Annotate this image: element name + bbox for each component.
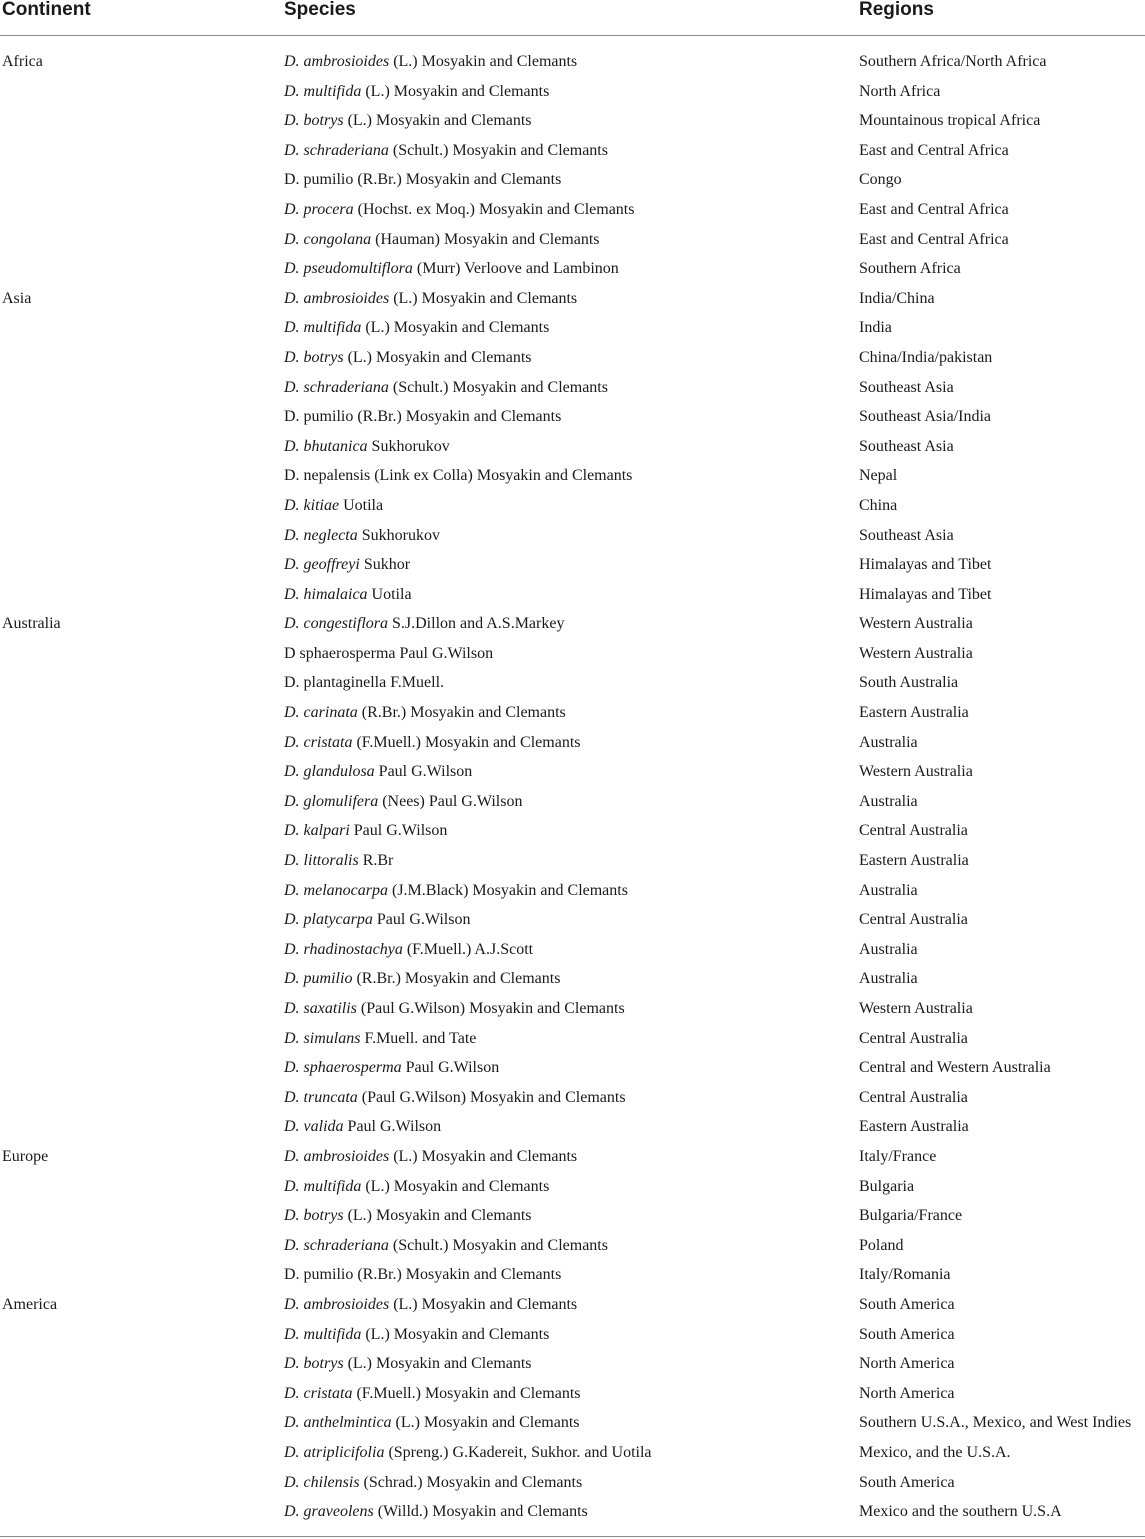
- species-name: D sphaerosperma: [284, 644, 396, 662]
- species-author: (R.Br.) Mosyakin and Clemants: [353, 1266, 562, 1284]
- table-row: [0, 610, 1145, 640]
- species-name: D. cristata: [284, 733, 353, 751]
- species-author: Sukhorukov: [357, 526, 440, 544]
- table-row: [0, 995, 1145, 1025]
- species-name: D. saxatilis: [284, 1000, 357, 1017]
- species-name: D. ambrosioides: [284, 1147, 390, 1165]
- continent-cell: Africa: [2, 53, 43, 70]
- species-cell: [284, 614, 564, 634]
- species-cell: [284, 170, 561, 190]
- table-row: [0, 551, 1145, 581]
- species-author: (Spreng.) G.Kadereit, Sukhor. and Uotila: [384, 1443, 652, 1461]
- region-cell: Eastern Australia: [859, 704, 969, 722]
- species-author: Paul G.Wilson: [374, 763, 473, 781]
- table-row: [0, 1232, 1145, 1262]
- species-name: D. pumilio: [284, 970, 353, 988]
- table-row: [0, 729, 1145, 759]
- region-cell: Southeast Asia: [859, 526, 954, 544]
- species-author: (L.) Mosyakin and Clemants: [361, 82, 550, 100]
- species-author: (L.) Mosyakin and Clemants: [343, 1355, 532, 1373]
- species-cell: [284, 585, 412, 605]
- species-cell: [284, 466, 632, 486]
- species-cell: [284, 1443, 652, 1463]
- species-author: (L.) Mosyakin and Clemants: [389, 1147, 578, 1165]
- table-row: [0, 1498, 1145, 1528]
- table-row: [0, 758, 1145, 788]
- species-author: (L.) Mosyakin and Clemants: [343, 348, 532, 366]
- species-cell: [284, 1473, 582, 1493]
- table-row: [0, 1113, 1145, 1143]
- species-cell: [284, 230, 600, 250]
- species-name: D. cristata: [284, 1384, 353, 1402]
- species-name: D. multifida: [284, 1325, 362, 1343]
- species-author: (F.Muell.) Mosyakin and Clemants: [352, 733, 581, 751]
- species-author: Uotila: [339, 496, 384, 514]
- species-name: D. atriplicifolia: [284, 1443, 385, 1461]
- species-author: Paul G.Wilson: [395, 644, 494, 662]
- species-name: D. geoffreyi: [284, 556, 360, 574]
- table-row: [0, 1084, 1145, 1114]
- table-row: [0, 78, 1145, 108]
- region-cell: Central Australia: [859, 822, 968, 840]
- species-author: (Schult.) Mosyakin and Clemants: [388, 1236, 608, 1254]
- species-cell: [284, 673, 444, 693]
- region-cell: Nepal: [859, 467, 898, 485]
- species-name: D. kalpari: [284, 822, 350, 840]
- species-author: (L.) Mosyakin and Clemants: [343, 112, 532, 130]
- table-row: [0, 1350, 1145, 1380]
- species-name: D. schraderiana: [284, 1236, 389, 1254]
- region-cell: China: [859, 496, 898, 514]
- species-name: D. schraderiana: [284, 141, 389, 159]
- table-row: [0, 1439, 1145, 1469]
- species-cell: [284, 259, 619, 279]
- species-author: (L.) Mosyakin and Clemants: [389, 1295, 578, 1313]
- species-name: D. graveolens: [284, 1503, 374, 1521]
- region-cell: East and Central Africa: [859, 200, 1009, 218]
- region-cell: Eastern Australia: [859, 852, 969, 870]
- table-row: [0, 788, 1145, 818]
- species-cell: [284, 999, 625, 1019]
- species-name: D. melanocarpa: [284, 881, 388, 899]
- species-name: D. valida: [284, 1118, 344, 1136]
- table-row: [0, 1291, 1145, 1321]
- table-row: [0, 1173, 1145, 1203]
- species-author: Paul G.Wilson: [343, 1118, 442, 1136]
- table-row: [0, 255, 1145, 285]
- species-cell: [284, 496, 383, 516]
- species-author: Sukhor: [359, 556, 411, 574]
- species-author: (Hauman) Mosyakin and Clemants: [371, 230, 600, 248]
- species-author: R.Br: [358, 852, 394, 870]
- species-name: D. ambrosioides: [284, 53, 390, 70]
- species-cell: [284, 1325, 549, 1345]
- region-cell: Congo: [859, 171, 902, 189]
- species-cell: [284, 762, 472, 782]
- continent-cell: Europe: [2, 1147, 49, 1165]
- species-name: D. simulans: [284, 1029, 361, 1047]
- continent-cell: America: [2, 1295, 58, 1313]
- species-name: D. multifida: [284, 82, 362, 100]
- region-cell: India: [859, 319, 892, 337]
- species-name: D. chilensis: [284, 1473, 360, 1491]
- species-author: Sukhorukov: [367, 437, 450, 455]
- species-cell: [284, 969, 560, 989]
- region-cell: Mountainous tropical Africa: [859, 112, 1041, 130]
- table-row: [0, 640, 1145, 670]
- region-cell: North America: [859, 1355, 955, 1373]
- species-name: D. botrys: [284, 348, 344, 366]
- species-cell: [284, 821, 447, 841]
- species-cell: [284, 910, 470, 930]
- species-author: (R.Br.) Mosyakin and Clemants: [353, 171, 562, 189]
- table-row: [0, 433, 1145, 463]
- table-row: [0, 699, 1145, 729]
- region-cell: Western Australia: [859, 763, 973, 781]
- region-cell: India/China: [859, 289, 935, 307]
- species-author: (Paul G.Wilson) Mosyakin and Clemants: [357, 1088, 626, 1106]
- species-cell: [284, 792, 522, 812]
- species-name: D. glomulifera: [284, 792, 379, 810]
- species-cell: [284, 644, 493, 664]
- region-cell: Central Australia: [859, 911, 968, 929]
- region-cell: Himalayas and Tibet: [859, 585, 992, 603]
- species-author: (L.) Mosyakin and Clemants: [361, 1325, 550, 1343]
- species-name: D. congestiflora: [284, 615, 388, 633]
- species-cell: [284, 851, 393, 871]
- bottom-rule: [0, 1536, 1145, 1537]
- species-cell: [284, 1354, 532, 1374]
- species-name: D. botrys: [284, 1207, 344, 1225]
- table-row: [0, 1321, 1145, 1351]
- species-name: D. procera: [284, 200, 354, 218]
- species-name: D. kitiae: [284, 496, 340, 514]
- region-cell: Australia: [859, 940, 918, 958]
- species-author: S.J.Dillon and A.S.Markey: [388, 615, 565, 633]
- species-author: (Paul G.Wilson) Mosyakin and Clemants: [356, 1000, 625, 1017]
- species-name: D. bhutanica: [284, 437, 368, 455]
- species-author: (L.) Mosyakin and Clemants: [343, 1207, 532, 1225]
- region-cell: Southern Africa: [859, 260, 961, 278]
- table-row: [0, 847, 1145, 877]
- species-name: D. multifida: [284, 1177, 362, 1195]
- species-name: D. rhadinostachya: [284, 940, 403, 958]
- species-cell: [284, 940, 533, 960]
- species-cell: [284, 1029, 476, 1049]
- species-name: D. neglecta: [284, 526, 358, 544]
- species-cell: [284, 1117, 441, 1137]
- species-name: D. pumilio: [284, 171, 354, 189]
- table-row: [0, 314, 1145, 344]
- region-cell: Italy/France: [859, 1147, 937, 1165]
- species-author: (L.) Mosyakin and Clemants: [361, 319, 550, 337]
- region-cell: Poland: [859, 1236, 904, 1254]
- region-cell: China/India/pakistan: [859, 348, 993, 366]
- species-cell: [284, 141, 608, 161]
- species-cell: [284, 1295, 577, 1315]
- species-cell: [284, 1058, 499, 1078]
- table-row: [0, 522, 1145, 552]
- table-row: [0, 462, 1145, 492]
- species-author: (Willd.) Mosyakin and Clemants: [373, 1503, 588, 1521]
- species-author: (R.Br.) Mosyakin and Clemants: [357, 704, 566, 722]
- species-cell: [284, 555, 410, 575]
- table-row: [0, 48, 1145, 78]
- species-cell: [284, 1502, 588, 1522]
- species-name: D. ambrosioides: [284, 1295, 390, 1313]
- species-author: (L.) Mosyakin and Clemants: [391, 1414, 580, 1432]
- table-row: [0, 1380, 1145, 1410]
- species-cell: [284, 348, 532, 368]
- table-row: [0, 906, 1145, 936]
- species-cell: [284, 1177, 549, 1197]
- species-author: (F.Muell.) Mosyakin and Clemants: [352, 1384, 581, 1402]
- table-row: [0, 1025, 1145, 1055]
- table-row: [0, 1409, 1145, 1439]
- species-author: (L.) Mosyakin and Clemants: [361, 1177, 550, 1195]
- table-row: [0, 936, 1145, 966]
- table-row: [0, 1143, 1145, 1173]
- table-row: [0, 166, 1145, 196]
- species-cell: [284, 1413, 580, 1433]
- region-cell: Southern Africa/North Africa: [859, 53, 1047, 70]
- table-body: [0, 48, 1145, 1528]
- species-name: D. ambrosioides: [284, 289, 390, 307]
- species-author: Paul G.Wilson: [401, 1059, 500, 1077]
- region-cell: Western Australia: [859, 615, 973, 633]
- table-row: [0, 374, 1145, 404]
- species-author: (Schrad.) Mosyakin and Clemants: [359, 1473, 583, 1491]
- table-row: [0, 1261, 1145, 1291]
- table-row: [0, 581, 1145, 611]
- region-cell: Southeast Asia: [859, 437, 954, 455]
- species-cell: [284, 1147, 577, 1167]
- table-row: [0, 403, 1145, 433]
- species-cell: [284, 733, 580, 753]
- region-cell: Bulgaria/France: [859, 1207, 963, 1225]
- species-author: (Schult.) Mosyakin and Clemants: [388, 378, 608, 396]
- species-cell: [284, 881, 628, 901]
- region-cell: South America: [859, 1295, 955, 1313]
- region-cell: Central and Western Australia: [859, 1059, 1051, 1077]
- table-row: [0, 965, 1145, 995]
- species-cell: [284, 1236, 608, 1256]
- species-cell: [284, 1265, 561, 1285]
- table-row: [0, 226, 1145, 256]
- table-row: [0, 344, 1145, 374]
- species-cell: [284, 1088, 626, 1108]
- table-row: [0, 492, 1145, 522]
- region-cell: South Australia: [859, 674, 959, 692]
- header-continent: Continent: [2, 0, 91, 20]
- region-cell: Western Australia: [859, 644, 973, 662]
- species-name: D. congolana: [284, 230, 372, 248]
- species-name: D. sphaerosperma: [284, 1059, 402, 1077]
- species-name: D. himalaica: [284, 585, 368, 603]
- region-cell: Western Australia: [859, 1000, 973, 1017]
- species-cell: [284, 378, 608, 398]
- region-cell: North Africa: [859, 82, 941, 100]
- species-author: Uotila: [367, 585, 412, 603]
- species-cell: [284, 703, 566, 723]
- species-author: (F.Muell.) A.J.Scott: [402, 940, 534, 958]
- region-cell: Central Australia: [859, 1088, 968, 1106]
- species-cell: [284, 318, 549, 338]
- continent-cell: Australia: [2, 615, 61, 633]
- species-cell: [284, 111, 532, 131]
- table-row: [0, 107, 1145, 137]
- species-author: (Nees) Paul G.Wilson: [378, 792, 523, 810]
- species-name: D. littoralis: [284, 852, 359, 870]
- species-author: (Hochst. ex Moq.) Mosyakin and Clemants: [353, 200, 635, 218]
- species-author: (R.Br.) Mosyakin and Clemants: [352, 970, 561, 988]
- region-cell: East and Central Africa: [859, 230, 1009, 248]
- species-author: Paul G.Wilson: [372, 911, 471, 929]
- region-cell: Southern U.S.A., Mexico, and West Indies: [859, 1414, 1132, 1432]
- species-cell: [284, 1384, 580, 1404]
- header-species: Species: [284, 0, 356, 20]
- species-author: (J.M.Black) Mosyakin and Clemants: [387, 881, 628, 899]
- species-author: (Schult.) Mosyakin and Clemants: [388, 141, 608, 159]
- region-cell: Himalayas and Tibet: [859, 556, 992, 574]
- header-rule: [0, 35, 1145, 36]
- species-name: D. schraderiana: [284, 378, 389, 396]
- species-author: (L.) Mosyakin and Clemants: [389, 289, 578, 307]
- species-name: D. botrys: [284, 1355, 344, 1373]
- species-cell: [284, 52, 577, 72]
- species-name: D. botrys: [284, 112, 344, 130]
- region-cell: Eastern Australia: [859, 1118, 969, 1136]
- region-cell: Italy/Romania: [859, 1266, 951, 1284]
- species-cell: [284, 289, 577, 309]
- species-cell: [284, 526, 440, 546]
- species-name: D. truncata: [284, 1088, 358, 1106]
- species-cell: [284, 1206, 532, 1226]
- species-author: F.Muell.: [386, 674, 445, 692]
- region-cell: Bulgaria: [859, 1177, 915, 1195]
- species-name: D. carinata: [284, 704, 358, 722]
- region-cell: Mexico, and the U.S.A.: [859, 1443, 1011, 1461]
- continent-cell: Asia: [2, 289, 32, 307]
- table-row: [0, 669, 1145, 699]
- species-cell: [284, 82, 549, 102]
- species-author: Paul G.Wilson: [349, 822, 448, 840]
- region-cell: North America: [859, 1384, 955, 1402]
- region-cell: South America: [859, 1325, 955, 1343]
- species-author: (R.Br.) Mosyakin and Clemants: [353, 408, 562, 426]
- region-cell: Australia: [859, 970, 918, 988]
- table-row: [0, 1469, 1145, 1499]
- region-cell: Australia: [859, 733, 918, 751]
- region-cell: Mexico and the southern U.S.A: [859, 1503, 1062, 1521]
- region-cell: Australia: [859, 881, 918, 899]
- header-regions: Regions: [859, 0, 934, 20]
- table-row: [0, 1054, 1145, 1084]
- species-cell: [284, 200, 634, 220]
- species-name: D. glandulosa: [284, 763, 375, 781]
- species-name: D. pseudomultiflora: [284, 260, 413, 278]
- region-cell: Southeast Asia/India: [859, 408, 991, 426]
- table-row: [0, 285, 1145, 315]
- region-cell: Southeast Asia: [859, 378, 954, 396]
- table-row: [0, 1202, 1145, 1232]
- species-name: D. platycarpa: [284, 911, 373, 929]
- species-author: (Murr) Verloove and Lambinon: [412, 260, 619, 278]
- table-row: [0, 817, 1145, 847]
- species-name: D. pumilio: [284, 1266, 354, 1284]
- species-name: D. anthelmintica: [284, 1414, 392, 1432]
- species-cell: [284, 407, 561, 427]
- species-author: F.Muell. and Tate: [360, 1029, 477, 1047]
- region-cell: South America: [859, 1473, 955, 1491]
- species-name: D. multifida: [284, 319, 362, 337]
- species-name: D. pumilio: [284, 408, 354, 426]
- region-cell: Central Australia: [859, 1029, 968, 1047]
- table-row: [0, 196, 1145, 226]
- table-row: [0, 137, 1145, 167]
- species-name: D. plantaginella: [284, 674, 387, 692]
- region-cell: Australia: [859, 792, 918, 810]
- species-author: (Link ex Colla) Mosyakin and Clemants: [370, 467, 633, 485]
- region-cell: East and Central Africa: [859, 141, 1009, 159]
- table-row: [0, 877, 1145, 907]
- species-cell: [284, 437, 450, 457]
- species-name: D. nepalensis: [284, 467, 371, 485]
- species-author: (L.) Mosyakin and Clemants: [389, 53, 578, 70]
